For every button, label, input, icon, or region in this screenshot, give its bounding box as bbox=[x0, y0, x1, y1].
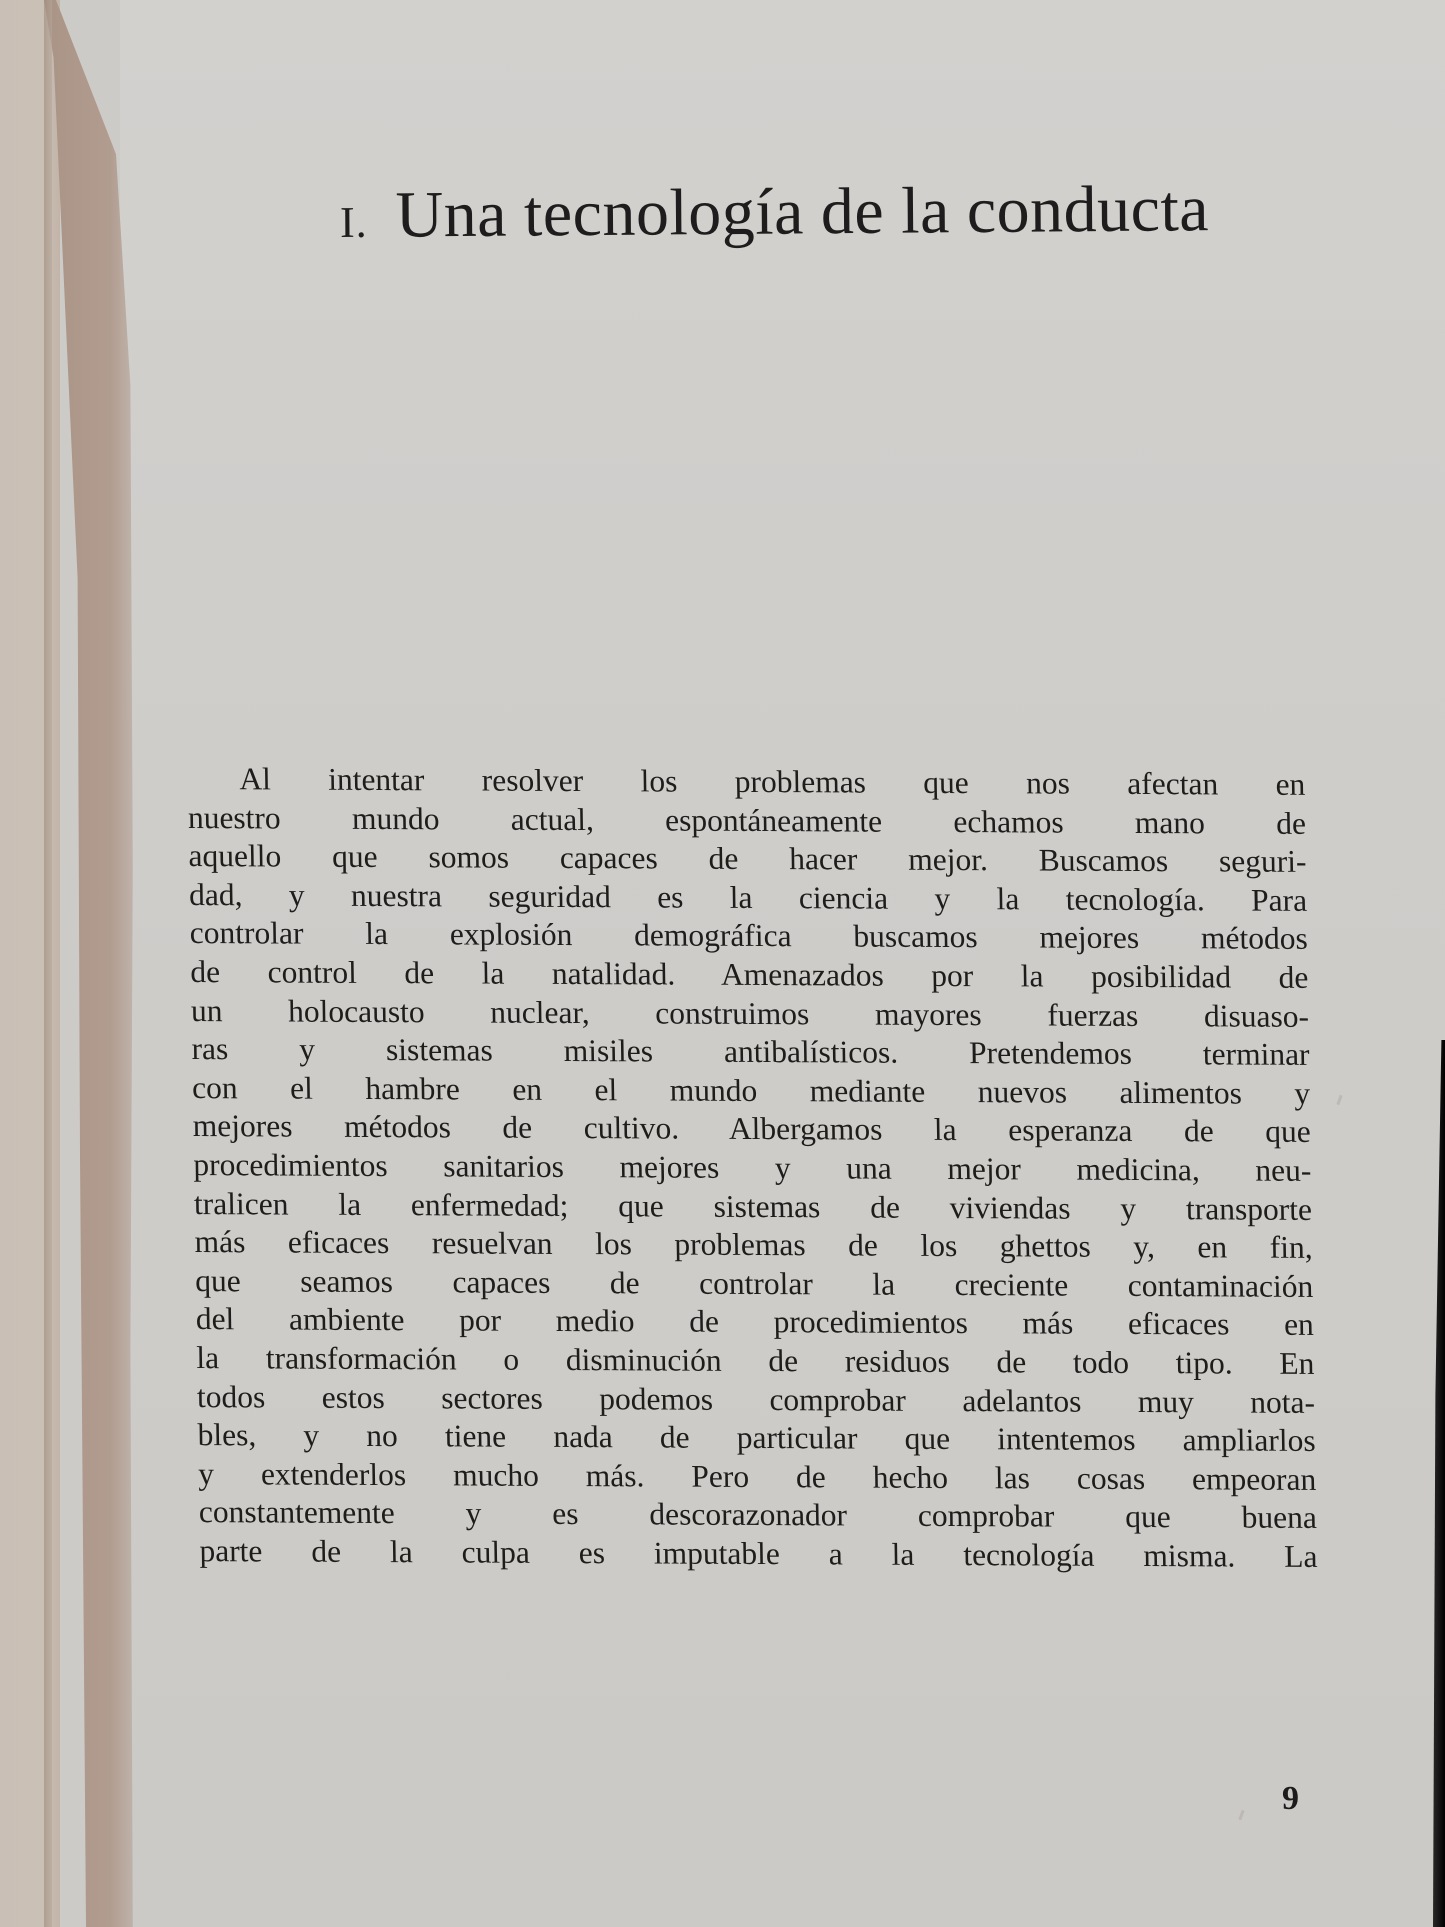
text-line bbox=[191, 1030, 1310, 1074]
text-line-content: todos estos sectores podemos comprobar adelantos muy nota- bbox=[196, 1378, 1316, 1420]
text-line-content: mejores métodos de cultivo. Albergamos la esperanza de que bbox=[192, 1108, 1312, 1150]
page-number: 9 bbox=[1282, 1780, 1299, 1817]
text-line bbox=[199, 1532, 1318, 1576]
text-line bbox=[192, 1107, 1311, 1151]
text-line-content: parte de la culpa es imputable a la tecnología misma. La bbox=[199, 1532, 1318, 1574]
text-line bbox=[197, 1416, 1316, 1460]
body-paragraph bbox=[187, 760, 1318, 1576]
text-line-content: aquello que somos capaces de hacer mejor. Buscamos seguri- bbox=[188, 838, 1307, 880]
text-line bbox=[195, 1300, 1314, 1344]
text-line bbox=[194, 1185, 1313, 1229]
text-line-content: bles, y no tiene nada de particular que intentemos ampliarlos bbox=[197, 1417, 1316, 1459]
page-right-shadow-edge bbox=[1433, 1040, 1445, 1927]
text-line-content: nuestro mundo actual, espontáneamente echamos mano de bbox=[187, 799, 1307, 841]
text-line bbox=[192, 1069, 1311, 1113]
text-line-content: dad, y nuestra seguridad es la ciencia y la tecnología. Para bbox=[188, 876, 1308, 918]
text-line-content: con el hambre en el mundo mediante nuevos alimentos y bbox=[191, 1069, 1311, 1111]
book-spine-fold bbox=[44, 0, 52, 1927]
text-line bbox=[188, 799, 1307, 843]
text-line bbox=[199, 1493, 1318, 1537]
text-line-content: más eficaces resuelvan los problemas de los ghettos y, en fin, bbox=[194, 1224, 1313, 1266]
text-line-content: procedimientos sanitarios mejores y una mejor medicina, neu- bbox=[193, 1146, 1312, 1188]
text-line-content: del ambiente por medio de procedimientos más eficaces en bbox=[195, 1301, 1315, 1343]
text-line-content: tralicen la enfermedad; que sistemas de viviendas y transporte bbox=[193, 1185, 1313, 1227]
text-line bbox=[191, 992, 1310, 1036]
text-line-content: Al intentar resolver los problemas que nos afectan en bbox=[239, 761, 1306, 802]
text-line-content: controlar la explosión demográfica buscamos mejores métodos bbox=[189, 915, 1308, 957]
text-line-content: un holocausto nuclear, construimos mayores fuerzas disuaso- bbox=[190, 992, 1310, 1034]
text-line bbox=[195, 1262, 1314, 1306]
text-line bbox=[189, 876, 1308, 920]
text-line bbox=[196, 1339, 1315, 1383]
text-line-content: de control de la natalidad. Amenazados por la posibilidad de bbox=[190, 953, 1309, 995]
text-line bbox=[194, 1223, 1313, 1267]
text-line bbox=[198, 1455, 1317, 1499]
chapter-number: I. bbox=[339, 197, 368, 247]
chapter-title: Una tecnología de la conducta bbox=[395, 172, 1210, 252]
text-line bbox=[197, 1378, 1316, 1422]
text-line-content: que seamos capaces de controlar la creciente contaminación bbox=[194, 1262, 1314, 1304]
text-line-content: ras y sistemas misiles antibalísticos. Pretendemos terminar bbox=[191, 1031, 1310, 1073]
text-line bbox=[188, 837, 1307, 881]
text-line bbox=[193, 1146, 1312, 1190]
text-line-content: la transformación o disminución de residuos de todo tipo. En bbox=[196, 1339, 1315, 1381]
text-line bbox=[189, 914, 1308, 958]
chapter-heading bbox=[340, 170, 1361, 278]
text-line-content: constantemente y es descorazonador comprobar que buena bbox=[198, 1494, 1318, 1536]
text-line-content: y extenderlos mucho más. Pero de hecho las cosas empeoran bbox=[197, 1455, 1317, 1497]
text-line bbox=[190, 953, 1309, 997]
text-line bbox=[187, 760, 1306, 804]
